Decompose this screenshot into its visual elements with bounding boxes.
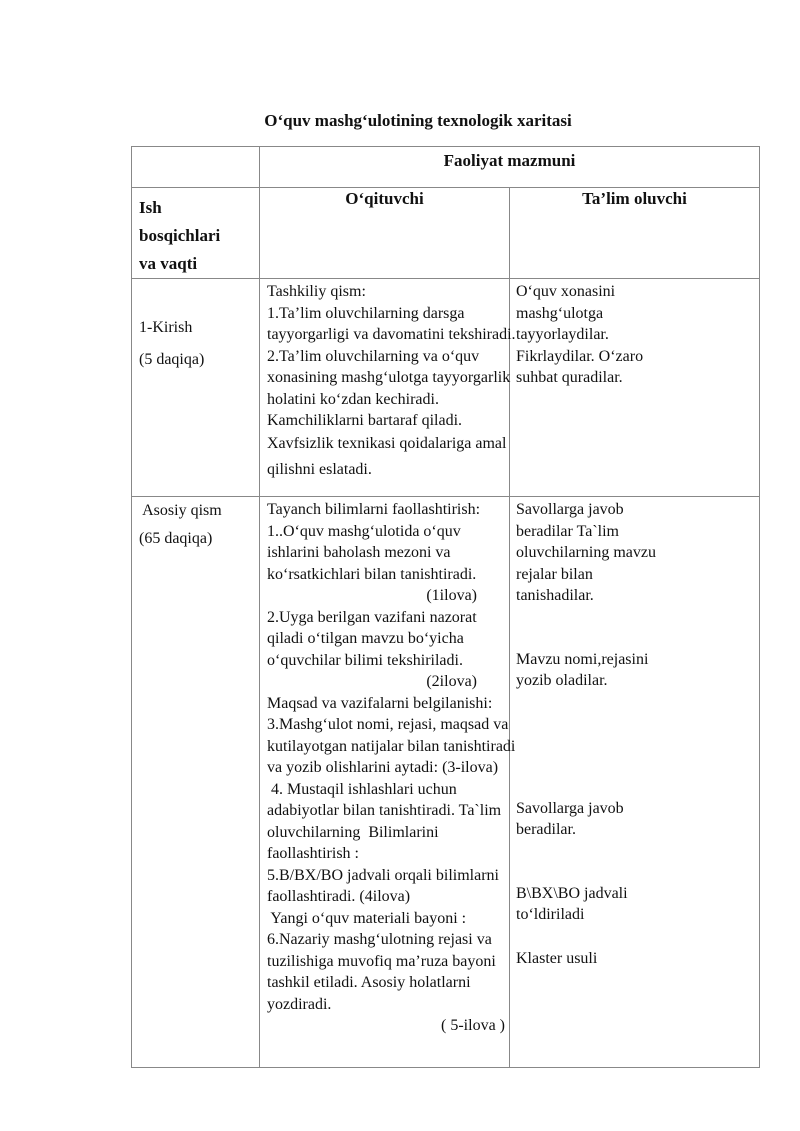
learner-line: beradilar Ta`lim: [516, 522, 619, 540]
learner-line: mashg‘ulotga: [516, 304, 604, 322]
learner-cell: [510, 279, 760, 497]
teacher-line: qilishni eslatadi.: [267, 460, 372, 478]
document-title: O‘quv mashg‘ulotining texnologik xaritasi: [264, 111, 572, 130]
learner-line: Fikrlaydilar. O‘zaro: [516, 347, 644, 365]
learner-line: Savollarga javob: [516, 799, 624, 817]
teacher-line: ( 5-ilova ): [441, 1017, 505, 1034]
learner-line: oluvchilarning mavzu: [516, 544, 656, 561]
teacher-line: 3.Mashg‘ulot nomi, rejasi, maqsad va: [267, 716, 509, 733]
technology-map-table: [131, 146, 760, 1068]
teacher-header: O‘qituvchi: [260, 188, 510, 279]
table-row: [132, 279, 760, 497]
stage-header-line: Ish: [139, 198, 162, 217]
learner-cell: [510, 497, 760, 1068]
learner-line: to‘ldiriladi: [516, 906, 585, 923]
teacher-line: xonasining mashg‘ulotga tayyorgarlik: [267, 369, 511, 386]
teacher-line: adabiyotlar bilan tanishtiradi. Ta`lim: [267, 802, 502, 819]
stage-line: (65 daqiqa): [139, 530, 213, 547]
learner-line: O‘quv xonasini: [516, 283, 616, 300]
teacher-line: Maqsad va vazifalarni belgilanishi:: [267, 694, 493, 712]
teacher-line: (2ilova): [426, 673, 477, 690]
learner-line: suhbat quradilar.: [516, 369, 623, 386]
stage-header-cell: [132, 188, 260, 279]
teacher-line: Kamchiliklarni bartaraf qiladi.: [267, 412, 463, 429]
teacher-line: 5.B/BX/BO jadvali orqali bilimlarni: [267, 866, 499, 884]
learner-line: tanishadilar.: [516, 587, 594, 604]
teacher-line: 1..O‘quv mashg‘ulotida o‘quv: [267, 522, 461, 540]
learner-line: Savollarga javob: [516, 501, 624, 518]
stage-line: 1-Kirish: [139, 319, 193, 336]
teacher-line: 2.Ta’lim oluvchilarning va o‘quv: [267, 347, 480, 365]
learner-line: tayyorlaydilar.: [516, 326, 609, 343]
table-row: [132, 497, 760, 1068]
teacher-line: tayyorgarligi va davomatini tekshiradi.: [267, 326, 516, 343]
header-row-group: [132, 147, 760, 188]
learner-line: yozib oladilar.: [516, 672, 608, 689]
learner-line: Mavzu nomi,rejasini: [516, 650, 649, 668]
learner-line: Klaster usuli: [516, 949, 598, 967]
teacher-line: yozdiradi.: [267, 995, 332, 1013]
teacher-line: oluvchilarning Bilimlarini: [267, 823, 439, 841]
stage-line: Asosiy qism: [139, 502, 222, 519]
teacher-line: (1ilova): [426, 587, 477, 604]
teacher-line: o‘quvchilar bilimi tekshiriladi.: [267, 651, 463, 669]
teacher-line: holatini ko‘zdan kechiradi.: [267, 390, 439, 408]
stage-header-line: bosqichlari: [139, 226, 221, 245]
empty-header-cell: [132, 147, 260, 188]
teacher-line: 4. Mustaqil ishlashlari uchun: [267, 780, 457, 798]
teacher-line: Xavfsizlik texnikasi qoidalariga amal: [267, 434, 507, 452]
learner-line: B\BX\BO jadvali: [516, 884, 628, 902]
teacher-line: 1.Ta’lim oluvchilarning darsga: [267, 304, 465, 322]
teacher-line: 2.Uyga berilgan vazifani nazorat: [267, 608, 477, 626]
teacher-line: faollashtirish :: [267, 845, 359, 862]
activity-content-header: Faoliyat mazmuni: [260, 147, 760, 188]
teacher-line: ko‘rsatkichlari bilan tanishtiradi.: [267, 565, 477, 583]
learner-header: Ta’lim oluvchi: [510, 188, 760, 279]
teacher-line: qiladi o‘tilgan mavzu bo‘yicha: [267, 630, 464, 647]
teacher-line: Yangi o‘quv materiali bayoni :: [267, 909, 467, 927]
teacher-line: tashkil etiladi. Asosiy holatlarni: [267, 974, 471, 991]
teacher-line: Tashkiliy qism:: [267, 283, 366, 300]
teacher-line: 6.Nazariy mashg‘ulotning rejasi va: [267, 931, 492, 948]
stage-cell: [132, 279, 260, 497]
teacher-line: Tayanch bilimlarni faollashtirish:: [267, 501, 481, 518]
teacher-line: faollashtiradi. (4ilova): [267, 888, 411, 905]
teacher-line: kutilayotgan natijalar bilan tanishtiradi: [267, 737, 516, 755]
stage-cell: [132, 497, 260, 1068]
teacher-line: tuzilishiga muvofiq ma’ruza bayoni: [267, 952, 496, 970]
learner-line: rejalar bilan: [516, 565, 593, 583]
teacher-line: ishlarini baholash mezoni va: [267, 544, 451, 561]
stage-header-line: va vaqti: [139, 254, 198, 273]
learner-line: beradilar.: [516, 821, 576, 838]
teacher-cell: [260, 279, 516, 497]
header-row: [132, 188, 760, 279]
stage-line: (5 daqiqa): [139, 351, 205, 368]
teacher-line: va yozib olishlarini aytadi: (3-ilova): [267, 759, 499, 776]
teacher-cell: [260, 497, 516, 1068]
